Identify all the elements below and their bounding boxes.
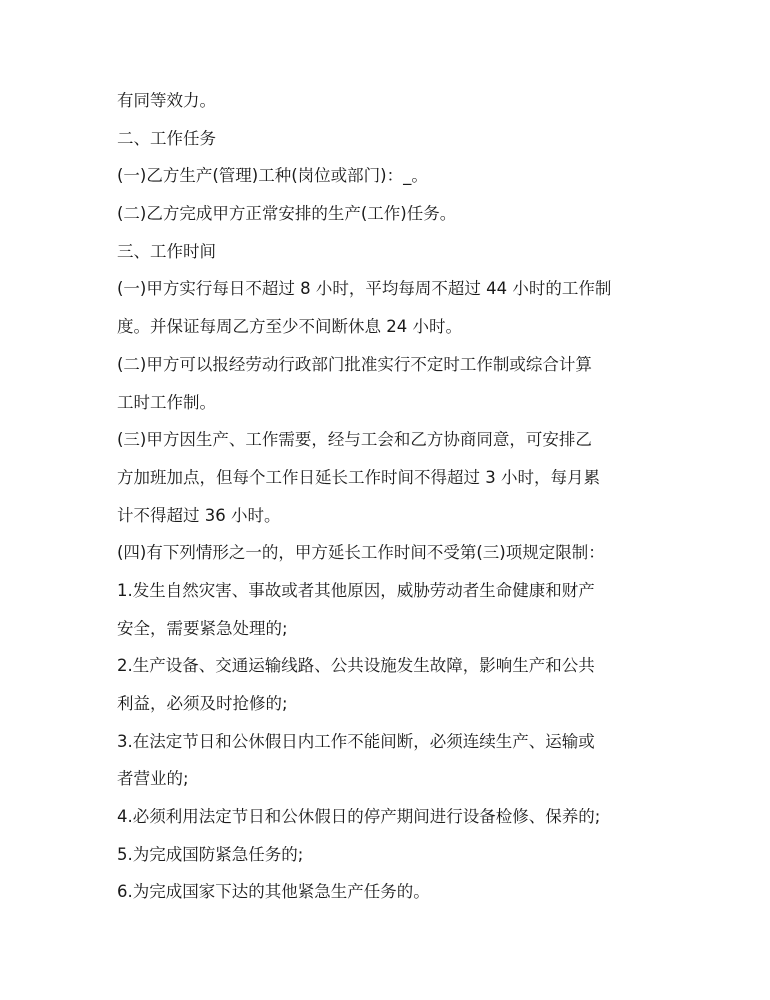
text-line: 计不得超过 36 小时。 (117, 505, 281, 525)
list-item: 2.生产设备、交通运输线路、公共设施发生故障，影响生产和公共 (117, 656, 595, 676)
text-line: (二)甲方可以报经劳动行政部门批准实行不定时工作制或综合计算 (117, 354, 592, 374)
text-line: 工时工作制。 (117, 392, 216, 412)
list-item: 3.在法定节日和公休假日内工作不能间断，必须连续生产、运输或 (117, 731, 595, 751)
text-line: 度。并保证每周乙方至少不间断休息 24 小时。 (117, 317, 462, 337)
list-item: 4.必须利用法定节日和公休假日的停产期间进行设备检修、保养的; (117, 807, 601, 827)
text-line: (一)甲方实行每日不超过 8 小时，平均每周不超过 44 小时的工作制 (117, 279, 612, 299)
text-line: 安全，需要紧急处理的; (117, 618, 288, 638)
text-line: 者营业的; (117, 769, 189, 789)
text-line: (三)甲方因生产、工作需要，经与工会和乙方协商同意，可安排乙 (117, 430, 592, 450)
section-heading: 三、工作时间 (117, 241, 216, 261)
text-line: 利益，必须及时抢修的; (117, 694, 288, 713)
text-line: (二)乙方完成甲方正常安排的生产(工作)任务。 (117, 204, 457, 224)
document-body (117, 86, 657, 915)
text-line: 方加班加点，但每个工作日延长工作时间不得超过 3 小时，每月累 (117, 467, 600, 487)
text-line: (一)乙方生产(管理)工种(岗位或部门)：_。 (117, 166, 428, 186)
text-line: (四)有下列情形之一的，甲方延长工作时间不受第(三)项规定限制： (117, 543, 605, 563)
section-heading: 二、工作任务 (117, 128, 216, 148)
list-item: 6.为完成国家下达的其他紧急生产任务的。 (117, 882, 430, 902)
text-line: 有同等效力。 (117, 91, 216, 110)
list-item: 5.为完成国防紧急任务的; (117, 844, 304, 864)
list-item: 1.发生自然灾害、事故或者其他原因，威胁劳动者生命健康和财产 (117, 580, 595, 600)
